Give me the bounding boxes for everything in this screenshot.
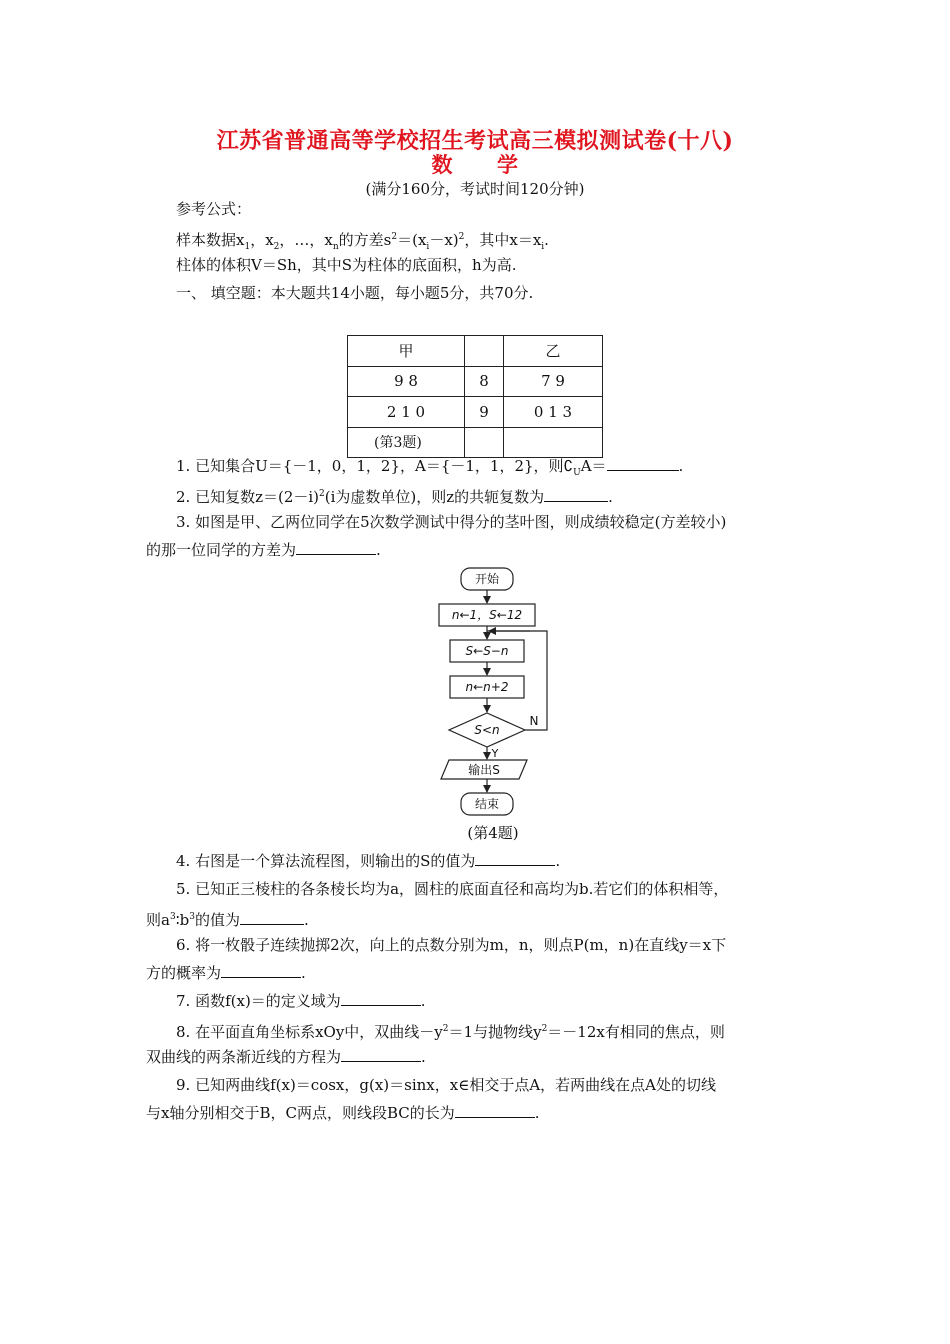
stem-cell: 2 1 0 bbox=[348, 397, 465, 428]
exam-title: 江苏省普通高等学校招生考试高三模拟测试卷(十八) bbox=[216, 128, 734, 154]
volume-formula: 柱体的体积V＝Sh，其中S为柱体的底面积，h为高. bbox=[176, 256, 517, 274]
section-heading: 一、 填空题：本大题共14小题，每小题5分，共70分. bbox=[176, 284, 534, 302]
question-3-line2: 的那一位同学的方差为 . bbox=[146, 541, 381, 559]
stem-cell: 0 1 3 bbox=[504, 397, 603, 428]
stem-cell: 8 bbox=[465, 366, 504, 397]
stem-cell bbox=[465, 427, 504, 458]
question-4: 4. 右图是一个算法流程图，则输出的S的值为 . bbox=[176, 852, 561, 870]
stem-head-yi: 乙 bbox=[504, 336, 603, 367]
question-3-line1: 3. 如图是甲、乙两位同学在5次数学测试中得分的茎叶图，则成绩较稳定(方差较小) bbox=[176, 513, 727, 531]
variance-formula: 样本数据$x_1$，$x_2$，…，$x_n$的方差$s^2=(x_i-x)^2$，其中$x=x_i$. bbox=[176, 231, 549, 252]
question-6-line2: 方的概率为 . bbox=[146, 964, 306, 982]
flow-end-label: 结束 bbox=[474, 797, 500, 811]
stem-cell: 9 8 bbox=[348, 366, 465, 397]
question-9-line1: 9. 已知两曲线f(x)＝cosx，g(x)＝sinx，x∈相交于点A，若两曲线在点A处的切线 bbox=[176, 1076, 716, 1094]
formula-heading: 参考公式： bbox=[176, 200, 252, 218]
question-7: 7. 函数f(x)＝的定义域为 . bbox=[176, 992, 426, 1010]
flow-start-label: 开始 bbox=[474, 572, 500, 586]
flow-cond-label: S<n bbox=[474, 723, 500, 737]
question-1: 1. 已知集合U＝{－1，0，1，2}，A＝{－1，1，2}，则$∁_UA=$ . bbox=[176, 457, 684, 478]
stem-head-jia: 甲 bbox=[348, 336, 465, 367]
stem-leaf-table bbox=[347, 335, 603, 458]
flow-no-label: N bbox=[529, 714, 539, 728]
question-8-line2: 双曲线的两条渐近线的方程为 . bbox=[146, 1048, 426, 1066]
flow-output-label: 输出S bbox=[468, 763, 500, 777]
question-5-line2: 则$a^3∶b^3$的值为 . bbox=[146, 911, 309, 929]
stem-cell: 9 bbox=[465, 397, 504, 428]
question-2: 2. 已知复数$z=(2-i)^2(i$为虚数单位)，则z的共轭复数为 . bbox=[176, 488, 613, 506]
figure3-caption: (第3题) bbox=[348, 427, 465, 458]
flow-step2-label: n←n+2 bbox=[465, 680, 509, 694]
flow-yes-label: Y bbox=[491, 747, 499, 760]
stem-cell bbox=[504, 427, 603, 458]
exam-subtitle: (满分160分，考试时间120分钟) bbox=[365, 180, 585, 198]
flow-step1-label: S←S−n bbox=[465, 644, 509, 658]
flowchart bbox=[430, 565, 560, 817]
question-6-line1: 6. 将一枚骰子连续抛掷2次，向上的点数分别为m，n，则点P(m，n)在直线y＝x下 bbox=[176, 936, 727, 954]
subject-title: 数 学 bbox=[431, 152, 519, 177]
figure4-caption: (第4题) bbox=[467, 824, 519, 842]
stem-head-stem bbox=[465, 336, 504, 367]
question-8-line1: 8. 在平面直角坐标系xOy中，双曲线$-y^2=1$与抛物线$y^2=-12x$有相同的焦点，则 bbox=[176, 1023, 725, 1041]
question-5-line1: 5. 已知正三棱柱的各条棱长均为a，圆柱的底面直径和高均为b.若它们的体积相等， bbox=[176, 880, 729, 898]
question-9-line2: 与x轴分别相交于B，C两点，则线段BC的长为 . bbox=[146, 1104, 540, 1122]
flow-init-label: n←1，S←12 bbox=[451, 608, 523, 622]
stem-cell: 7 9 bbox=[504, 366, 603, 397]
